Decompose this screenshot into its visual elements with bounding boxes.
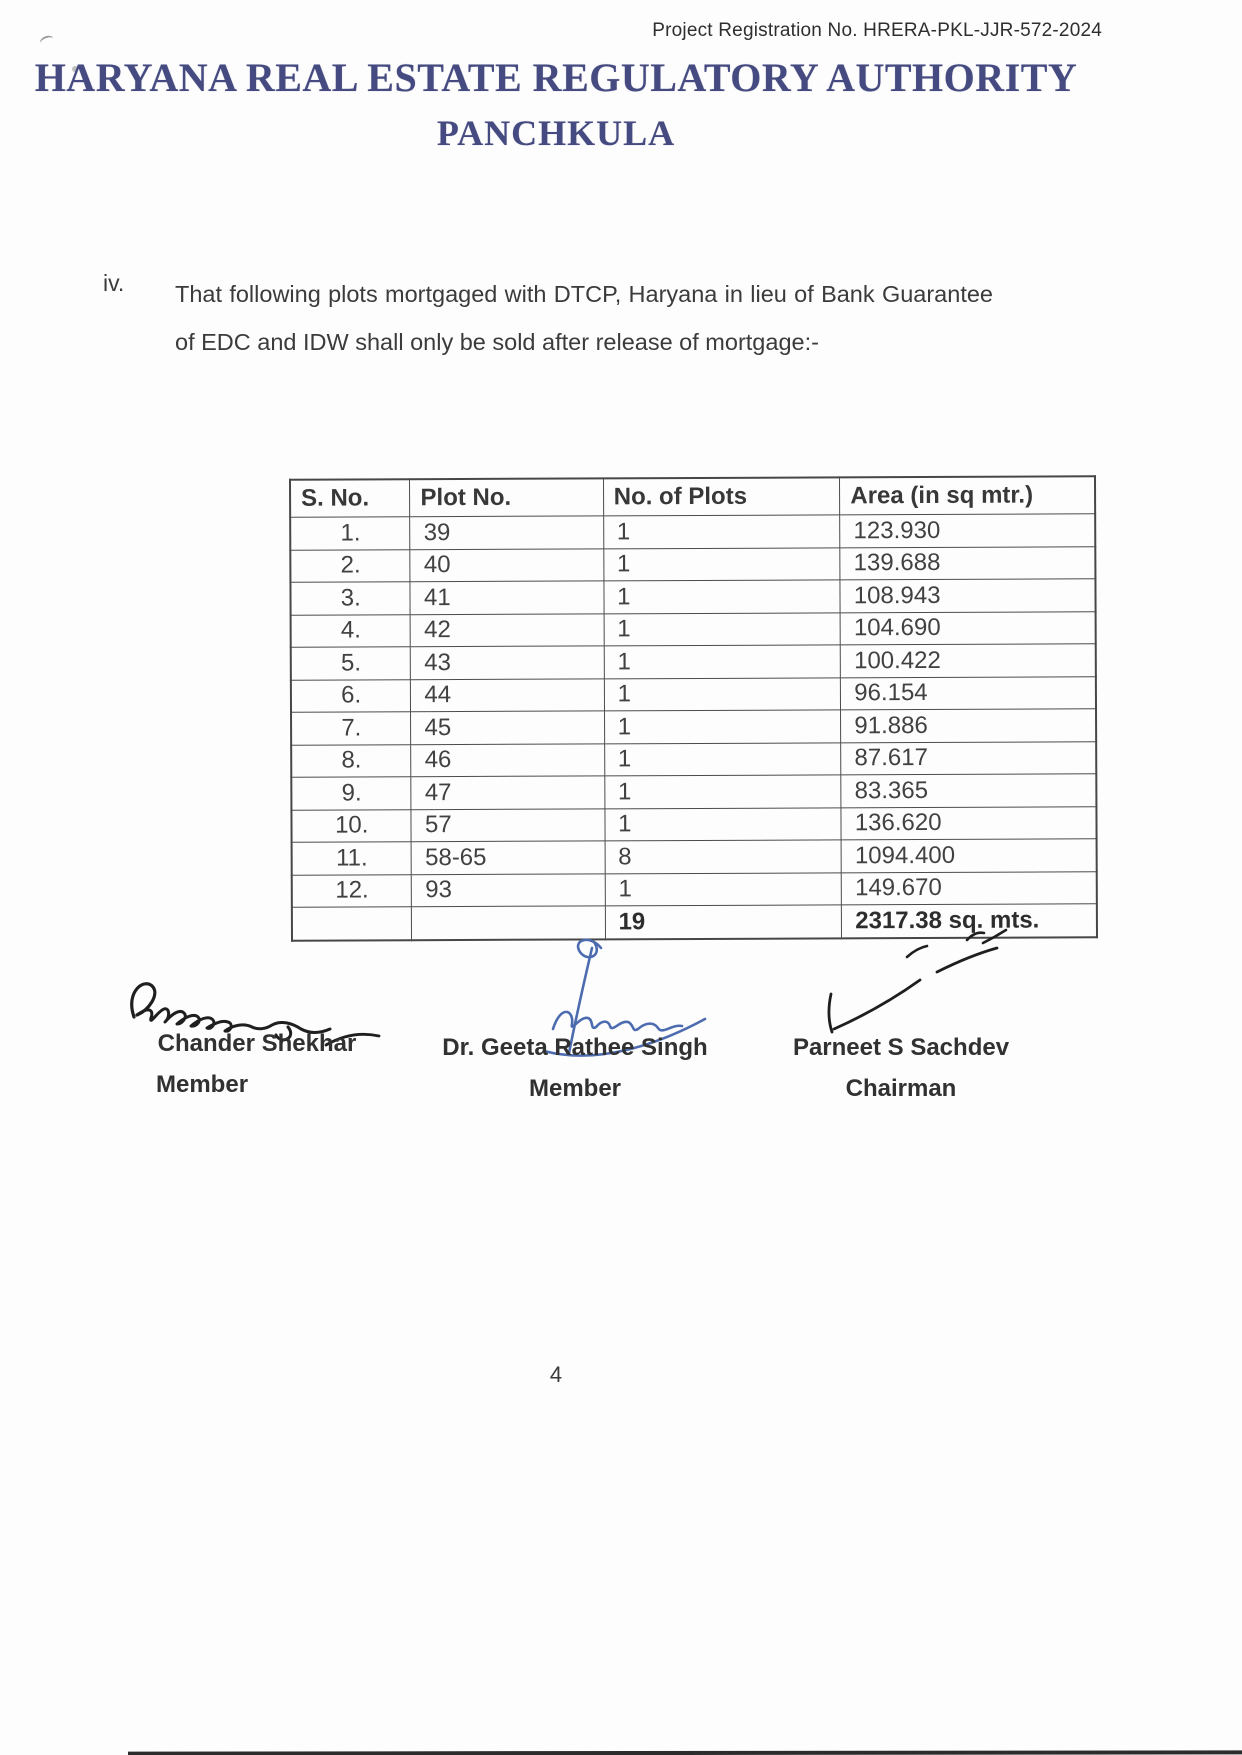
scan-edge-line [128,1750,1242,1755]
table-cell: 1 [604,710,841,744]
registration-number: Project Registration No. HRERA-PKL-JJR-572-2024 [652,20,1102,41]
table-cell: 40 [410,548,603,581]
table-cell: 1 [605,872,842,906]
table-cell: 104.690 [840,611,1095,645]
table-cell: 1 [604,677,841,711]
signatory-role: Member [156,1071,249,1098]
table-cell: 2. [290,549,410,582]
table-cell: 96.154 [841,676,1096,710]
table-cell: 4. [291,614,411,647]
table-cell: 44 [411,678,604,711]
table-row [291,709,1096,745]
table-cell: 45 [411,711,604,744]
table-row [291,806,1096,842]
table-cell: 58-65 [412,841,605,874]
table-cell: 93 [412,873,605,906]
signatory-name: Chander Shekhar [157,1030,357,1057]
column-header: Area (in sq mtr.) [840,476,1095,515]
plots-table [289,475,1098,941]
signatory-name: Dr. Geeta Rathee Singh [442,1034,708,1061]
table-cell: 41 [410,581,603,614]
table-cell: 1 [603,515,840,549]
clause-marker: iv. [103,270,125,296]
table-cell: 1. [290,517,410,550]
table-cell: 57 [411,808,604,841]
table-row [291,644,1096,680]
table-cell: 19 [605,905,842,939]
table-row [292,871,1097,907]
table-cell: 87.617 [841,741,1096,775]
table-row [291,774,1096,810]
table-row [290,579,1095,615]
table-cell: 2317.38 sq. mts. [842,904,1097,938]
table-cell: 139.688 [840,546,1095,580]
authority-subtitle: PANCHKULA [436,113,676,153]
column-header: S. No. [290,479,410,517]
signature-parneet-sachdev [815,928,1015,1034]
table-cell: 91.886 [841,709,1096,743]
table-cell: 10. [291,809,411,842]
table-row [291,741,1096,777]
table-cell: 1 [603,547,840,581]
signatory-name: Parneet S Sachdev [792,1034,1010,1061]
table-row [291,611,1096,647]
table-cell: 47 [411,776,604,809]
table-cell: 1 [604,742,841,776]
table-cell: 123.930 [840,514,1095,548]
column-header: Plot No. [410,478,603,516]
table-cell: 83.365 [841,774,1096,808]
table-cell: 7. [291,712,411,745]
authority-title: HARYANA REAL ESTATE REGULATORY AUTHORITY [34,55,1078,100]
table-row [290,546,1095,582]
table-cell: 9. [291,777,411,810]
column-header: No. of Plots [603,477,840,516]
signatory-block [770,1034,1032,1103]
plots-table-body [290,514,1097,941]
table-cell: 6. [291,679,411,712]
table-row [292,839,1097,875]
table-cell: 42 [411,613,604,646]
table-cell: 8. [291,744,411,777]
clause-text: That following plots mortgaged with DTCP, Haryana in lieu of Bank Guarantee of EDC and IDW shall only be sold after release of mortgage:- [175,281,993,355]
table-cell: 100.422 [841,644,1096,678]
table-cell: 136.620 [841,806,1096,840]
table-cell: 1 [604,612,841,646]
table-cell: 108.943 [840,579,1095,613]
table-cell: 1 [604,645,841,679]
table-cell: 1094.400 [841,839,1096,873]
table-cell: 149.670 [841,871,1096,905]
table-cell: 1 [604,580,841,614]
signatory-role: Chairman [845,1075,957,1102]
table-cell: 46 [411,743,604,776]
table-cell: 1 [605,807,842,841]
plots-table-head-row [290,476,1095,517]
table-cell: 1 [604,775,841,809]
table-cell: 3. [290,582,410,615]
table-cell [292,907,412,941]
signatory-block [430,1034,720,1103]
table-cell: 39 [410,516,603,549]
table-cell: 11. [292,842,412,875]
table-cell: 43 [411,646,604,679]
scan-speckle [39,34,56,48]
table-row [291,676,1096,712]
table-cell: 5. [291,647,411,680]
table-cell: 8 [605,840,842,874]
table-row [290,514,1095,550]
signatory-block [110,1030,404,1099]
signatory-role: Member [528,1075,622,1102]
page-number: 4 [549,1362,563,1387]
table-cell: 12. [292,874,412,907]
